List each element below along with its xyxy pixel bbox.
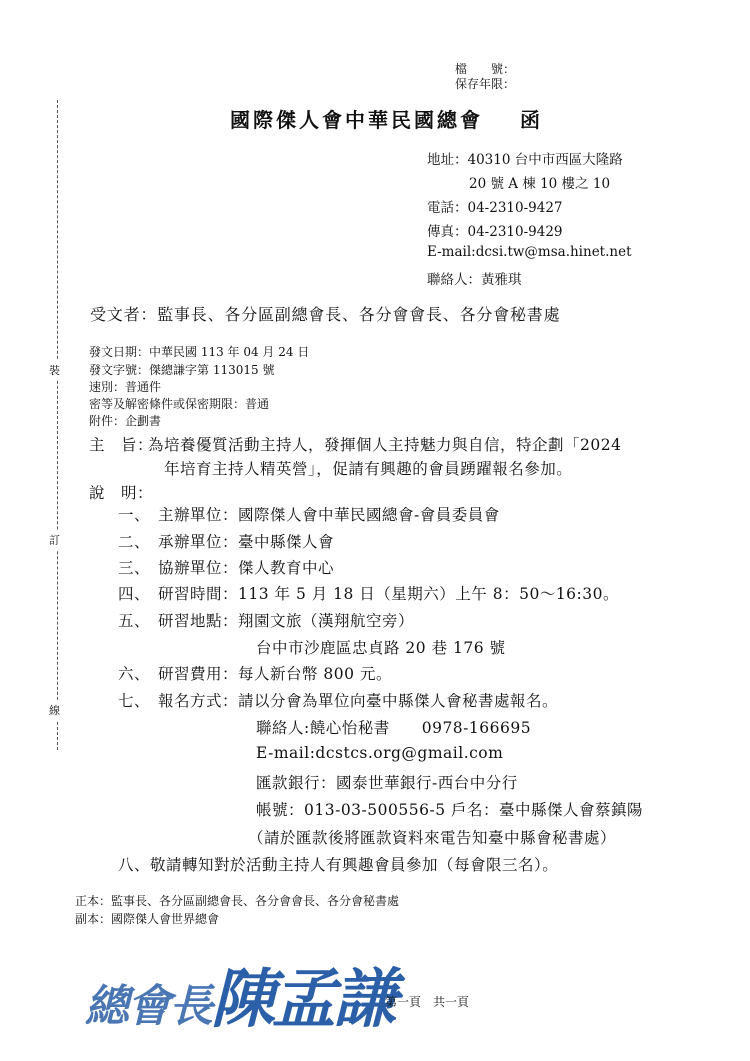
binding-mark-zhuang: 裝 [49,360,60,380]
item-number: 二、 [118,533,151,551]
registration-bank: 匯款銀行：國泰世華銀行-西台中分行 [256,774,518,792]
list-item [118,582,619,604]
contact-person: 聯絡人：黃雅琪 [427,272,522,288]
item-text: 承辦單位：臺中縣傑人會 [158,533,335,551]
item-eight: 八、敬請轉知對於活動主持人有興趣會員參加（每會限三名）。 [118,856,559,874]
registration-note: （請於匯款後將匯款資料來電告知臺中縣會秘書處） [248,829,617,847]
page-number: 第一頁 共一頁 [385,995,470,1009]
copy-recipients: 副本：國際傑人會世界總會 [75,912,220,926]
signature-name: 陳孟謙 [211,962,394,1037]
item-number: 七、 [118,692,151,710]
original-recipients: 正本：監事長、各分區副總會長、各分會會長、各分會秘書處 [75,894,400,908]
issue-date: 發文日期：中華民國 113 年 04 月 24 日 [89,345,310,359]
subject-label: 主 旨： [89,436,154,454]
secrecy: 密等及解密條件或保密期限：普通 [89,397,270,411]
org-title: 國際傑人會中華民國總會 [230,108,483,132]
binding-mark-xian: 線 [49,700,60,720]
doc-number: 發文字號：傑總謙字第 113015 號 [89,363,275,377]
doc-type: 函 [520,108,543,132]
phone: 電話：04-2310-9427 [427,200,563,216]
item-text: 協辦單位：傑人教育中心 [158,559,335,577]
file-number-label: 檔 號： [455,62,516,76]
list-item [118,609,414,631]
address-line-2: 20 號 A 棟 10 樓之 10 [469,176,611,192]
explanation-label: 說 明： [89,484,154,502]
item-number: 三、 [118,559,151,577]
item-text: 研習費用：每人新台幣 800 元。 [158,665,392,683]
signature-stamp [85,948,394,1040]
item-number: 五、 [118,612,151,630]
item-text: 報名方式：請以分會為單位向臺中縣傑人會秘書處報名。 [158,692,559,710]
list-item [118,662,392,684]
signature-title: 總會長 [85,981,211,1032]
speed: 速別：普通件 [89,380,162,394]
fax: 傳真：04-2310-9429 [427,224,563,240]
contact-email: E-mail:dcsi.tw@msa.hinet.net [427,244,632,260]
list-item-continuation [256,636,506,658]
item-text: 主辦單位：國際傑人會中華民國總會-會員委員會 [158,506,500,524]
recipient: 受文者：監事長、各分區副總會長、各分會會長、各分會秘書處 [90,305,561,324]
binding-line [57,100,58,750]
registration-email: E-mail:dcstcs.org@gmail.com [256,744,504,762]
item-number: 六、 [118,665,151,683]
list-item [118,530,334,552]
attachment: 附件：企劃書 [89,414,162,428]
list-item [118,689,558,711]
subject-line-2: 年培育主持人精英營」，促請有興趣的會員踴躍報名參加。 [164,460,573,478]
address-line-1: 地址：40310 台中市西區大隆路 [427,152,623,168]
item-number: 四、 [118,585,151,603]
item-number: 一、 [118,506,151,524]
list-item [118,503,500,525]
item-text: 研習時間：113 年 5 月 18 日（星期六）上午 8：50～16:30。 [158,585,619,603]
registration-contact: 聯絡人:饒心怡秘書 0978-166695 [256,719,532,737]
item-text: 研習地點：翔園文旅（漢翔航空旁） [158,612,415,630]
subject-line-1: 為培養優質活動主持人，發揮個人主持魅力與自信，特企劃「2024 [148,436,622,454]
retention-period-label: 保存年限： [455,77,516,91]
list-item [118,556,334,578]
registration-account: 帳號：013-03-500556-5 戶名：臺中縣傑人會蔡鎮陽 [256,801,643,819]
item-text: 台中市沙鹿區忠貞路 20 巷 176 號 [256,639,506,657]
binding-mark-ding: 訂 [49,530,60,550]
